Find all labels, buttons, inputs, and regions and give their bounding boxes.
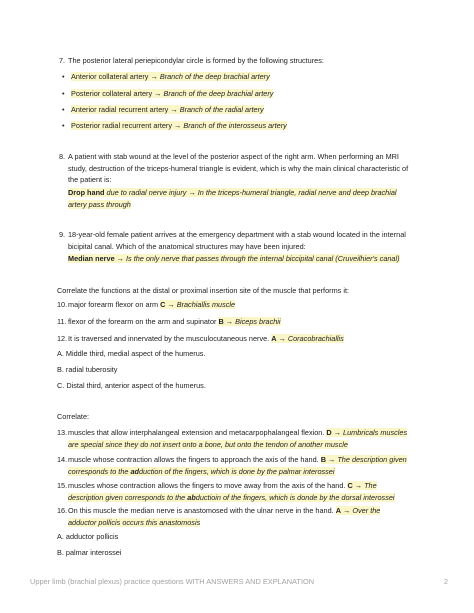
question-text: The posterior lateral periepicondylar circle is formed by the following structures: (68, 56, 324, 65)
match-item-12 (57, 333, 421, 345)
answer-note: Brachiallis muscle (176, 300, 236, 309)
match-item-10 (57, 299, 421, 311)
answer-highlight (160, 300, 235, 309)
answer-note: The description given (337, 455, 407, 464)
item-text: muscles that allow interphalangeal extension and metacarpophalangeal flexion. (68, 428, 325, 437)
bullet-item (71, 105, 264, 115)
answer-letter: D (326, 428, 332, 437)
option-item: A. adductor pollicis (57, 532, 119, 541)
answer-highlight (321, 455, 407, 464)
answer-highlight (347, 481, 376, 490)
bullet-note: Branch of the deep brachial artery (163, 89, 274, 98)
match-item-11 (57, 316, 421, 328)
section-intro: Correlate: (57, 412, 90, 421)
answer-emphasis: ad (130, 466, 139, 476)
section-intro: Correlate the functions at the distal or proximal insertion site of the muscle that performs it: (57, 286, 350, 295)
answer-explanation: due to radial nerve injury → In the triceps-humeral triangle, radial nerve and deep brachial (106, 188, 397, 197)
bullet-label: Posterior radial recurrent artery (71, 121, 172, 130)
item-number: 14. (57, 455, 68, 464)
question-text-line: A patient with stab wound at the level of the posterior aspect of the right arm. When performing an MRI (68, 152, 399, 161)
arrow: → (170, 105, 178, 114)
footer-title: Upper limb (brachial plexus) practice questions WITH ANSWERS AND EXPLANATION (30, 577, 315, 586)
question-text-line: bicipital canal. Which of the anatomical structures may have been injured: (68, 241, 306, 251)
question-number: 8. (59, 152, 66, 161)
answer-highlight (71, 72, 270, 81)
answer-letter: C (160, 300, 166, 309)
question-text-line: study, destruction of the triceps-humeral triangle is evident, which is why the main clinical characteristic of (68, 163, 409, 173)
question-number: 9. (59, 230, 66, 239)
answer-highlight (326, 428, 407, 437)
answer-term: Median nerve (68, 254, 115, 263)
answer-emphasis: ab (187, 492, 196, 502)
bullet-item (71, 121, 287, 131)
answer-highlight (71, 121, 287, 130)
answer-highlight (68, 467, 335, 476)
bullet-item (71, 72, 270, 82)
answer-letter: A (335, 506, 341, 515)
arrow: → (167, 300, 175, 309)
answer-note: are special since they do not insert onto a bone, but onto the tendon of another muscle (68, 439, 348, 449)
question-number: 7. (59, 56, 66, 65)
arrow: → (354, 481, 363, 490)
answer-note: Over the (352, 506, 381, 515)
answer-9 (68, 253, 420, 265)
item-number: 16. (57, 506, 68, 515)
answer-highlight (271, 334, 344, 343)
match-item-13 (57, 427, 421, 450)
arrow: → (154, 89, 162, 98)
answer-highlight (68, 493, 395, 502)
match-item-16 (57, 505, 421, 528)
item-number: 15. (57, 481, 68, 490)
answer-highlight (218, 317, 280, 326)
option-item: A. Middle third, medial aspect of the humerus. (57, 349, 206, 358)
arrow: → (150, 72, 158, 81)
option-item: B. radial tuberosity (57, 365, 118, 374)
arrow: → (225, 317, 234, 326)
match-item-15 (57, 480, 421, 503)
answer-note: description given corresponds to the (68, 492, 188, 502)
answer-note: corresponds to the (68, 466, 131, 476)
bullet-label: Anterior collateral artery (71, 72, 149, 81)
arrow: → (174, 121, 182, 130)
item-number: 11. (57, 317, 67, 326)
answer-highlight (68, 188, 397, 197)
bullet-note: Branch of the interosseus artery (183, 121, 287, 130)
answer-term: Drop hand (68, 188, 105, 197)
answer-8 (68, 187, 420, 210)
option-item: B. palmar interossei (57, 548, 122, 557)
item-number: 10. (57, 300, 68, 309)
arrow: → (343, 506, 351, 515)
answer-explanation: artery pass through (68, 199, 131, 209)
answer-note: Biceps brachii (235, 317, 281, 326)
answer-note: adductor pollicis occurs this anastomosis (68, 517, 201, 527)
answer-letter: C (347, 481, 353, 490)
answer-highlight (71, 89, 273, 98)
bullet-note: Branch of the radial artery (179, 105, 264, 114)
answer-highlight (68, 254, 400, 263)
bullet-label: Anterior radial recurrent artery (71, 105, 169, 114)
bullet-note: Branch of the deep brachial artery (159, 72, 270, 81)
answer-explanation: → Is the only nerve that passes through the internal biccipital canal (Cruveilhier's canal) (116, 254, 400, 263)
question-7 (59, 55, 419, 67)
answer-highlight (71, 105, 264, 114)
question-text-line: 18-year-old female patient arrives at the emergency department with a stab wound located in the internal (68, 230, 406, 239)
bullet-label: Posterior collateral artery (71, 89, 153, 98)
answer-letter: B (320, 455, 326, 464)
item-text: It is traversed and innervated by the musculocutaneous nerve. (68, 334, 270, 343)
answer-letter: A (271, 334, 277, 343)
answer-highlight (336, 506, 381, 515)
answer-letter: B (218, 317, 224, 326)
bullet-item (71, 89, 273, 99)
item-text: On this muscle the median nerve is anastomosed with the ulnar nerve in the hand. (68, 506, 334, 515)
answer-note: Coracobrachiallis (287, 334, 344, 343)
arrow: → (333, 428, 342, 437)
item-text: major forearm flexor on arm (68, 300, 159, 309)
answer-note: The (364, 481, 377, 490)
item-text: muscles whose contraction allows the fingers to move away from the axis of the hand. (68, 481, 346, 490)
option-item: C. Distal third, anterior aspect of the humerus. (57, 381, 206, 390)
answer-note: Lumbricals muscles (343, 428, 408, 437)
item-text: flexor of the forearm on the arm and supinator (68, 317, 217, 326)
match-item-14 (57, 454, 421, 477)
answer-note: duction of the fingers, which is done by the palmar interossei (138, 466, 335, 476)
item-number: 12. (57, 334, 68, 343)
question-text-line: the patient is: (68, 175, 112, 184)
page-number: 2 (443, 577, 448, 586)
question-8 (59, 151, 419, 186)
arrow: → (278, 334, 286, 343)
answer-note: ductioin of the fingers, which is donde by the dorsal interossei (195, 492, 395, 502)
page-footer (30, 577, 448, 586)
arrow: → (328, 455, 336, 464)
item-number: 13. (57, 428, 68, 437)
question-9 (59, 229, 419, 252)
item-text: muscle whose contraction allows the fingers to approach the axis of the hand. (68, 455, 319, 464)
